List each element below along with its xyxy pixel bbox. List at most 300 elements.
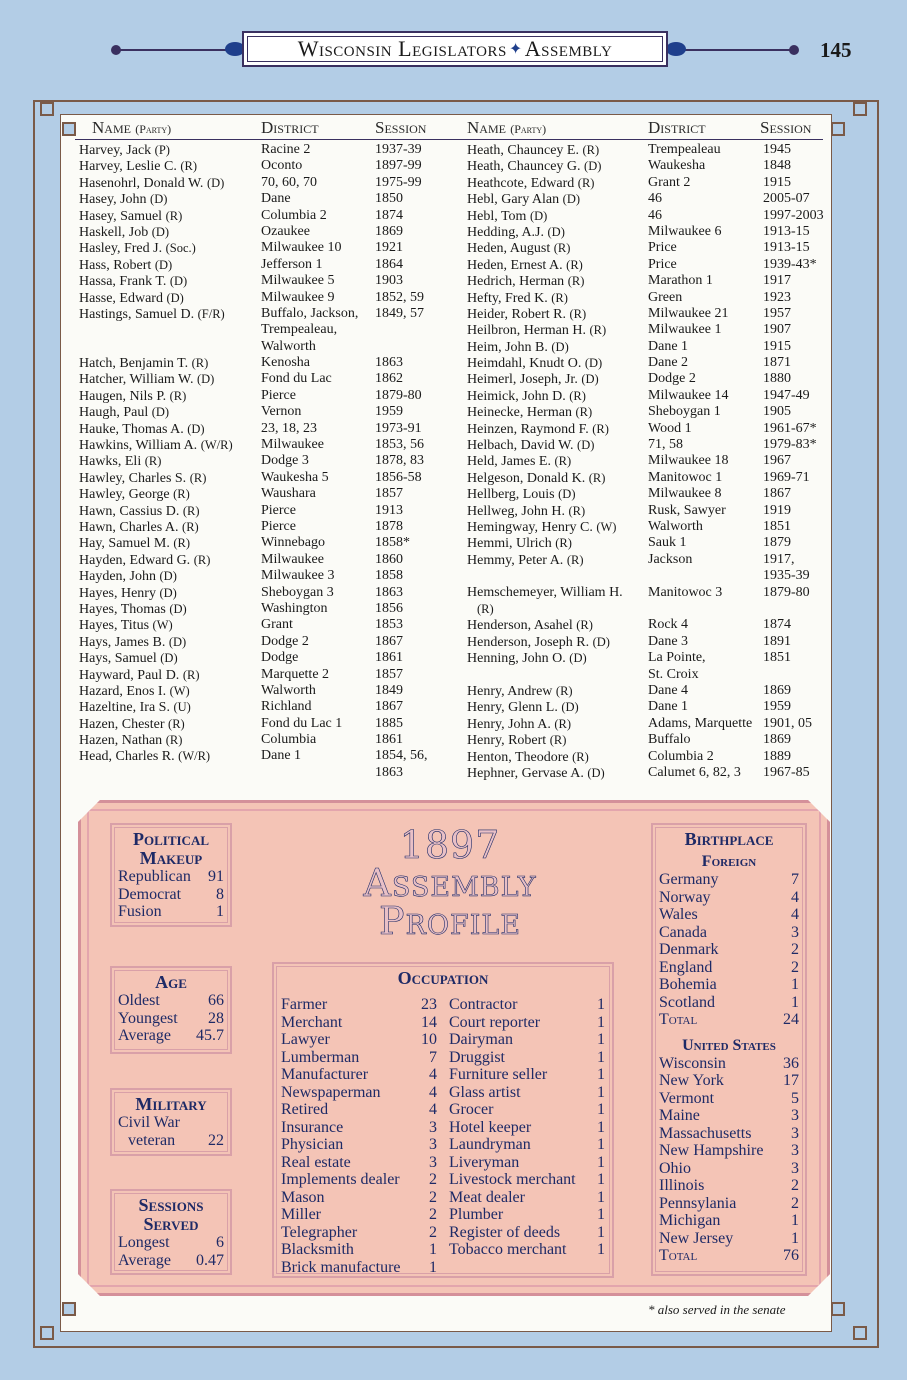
party-label: (R)	[182, 520, 199, 534]
district-cell	[648, 306, 760, 322]
district-value: Pierce	[261, 387, 296, 403]
session-value: 1969-71	[763, 469, 810, 485]
district-value: Adams, Marquette	[648, 715, 753, 731]
district-value: Manitowoc 3	[648, 584, 723, 600]
session-value: 1959	[763, 699, 791, 715]
district-cell	[648, 453, 760, 469]
district-value: Milwaukee 18	[648, 453, 729, 469]
legislator-name-cell	[79, 371, 259, 387]
party-label: (R)	[173, 487, 190, 502]
district-cell	[261, 585, 373, 601]
party-label: (D)	[206, 175, 225, 190]
foreign-total-value: 24	[783, 1011, 799, 1028]
occupation-label: Brick manufacture	[281, 1258, 401, 1276]
session-value: 1869	[763, 732, 791, 748]
district-cell	[648, 683, 760, 699]
foreign-birthplace-label: Denmark	[659, 941, 719, 958]
us-birthplace-value: 3	[791, 1107, 799, 1124]
session-value: 1913-15	[763, 223, 810, 239]
legislator-name-cell	[79, 224, 259, 240]
district-value: Columbia	[261, 732, 317, 748]
us-subtitle: United States	[682, 1036, 776, 1054]
district-cell	[261, 667, 373, 683]
col-header-session-right: Session	[760, 118, 812, 137]
legislator-name: Hayward, Paul D.	[79, 667, 180, 683]
session-cell	[763, 142, 829, 158]
military-box	[110, 1088, 232, 1156]
district-value: Dane 1	[261, 748, 302, 764]
occupation-label: Manufacturer	[281, 1066, 369, 1083]
session-value: 1856-58	[375, 469, 422, 485]
session-cell	[763, 765, 829, 781]
legislator-name: Hebl, Tom	[467, 208, 527, 224]
legislator-name-cell	[79, 306, 259, 355]
legislator-name: Hayes, Thomas	[79, 601, 166, 617]
legislator-name: Hayden, John	[79, 569, 156, 585]
legislator-name: Heinzen, Raymond F.	[467, 421, 589, 437]
district-cell	[648, 552, 760, 585]
district-cell	[648, 634, 760, 650]
col-header-party: (Party)	[510, 122, 547, 136]
party-label: (R)	[569, 306, 587, 321]
occupation-value: 1	[597, 1206, 605, 1223]
us-birthplace-label: Ohio	[659, 1159, 691, 1177]
legislator-name: Hays, Samuel	[79, 651, 157, 667]
session-cell	[763, 437, 829, 453]
district-cell	[261, 732, 373, 748]
sessions-label: Average	[118, 1251, 171, 1269]
sessions-label: Longest	[118, 1234, 170, 1251]
session-value: 1867	[375, 633, 403, 649]
district-value: Grant 2	[648, 174, 691, 190]
district-cell	[261, 486, 373, 502]
foreign-birthplace-value: 4	[791, 888, 799, 906]
occupation-label: Lawyer	[281, 1031, 330, 1048]
district-value: Dane 1	[648, 338, 689, 354]
header-separator-icon: ✦	[508, 41, 523, 58]
legislator-name-cell	[79, 142, 259, 158]
party-label: (R)	[549, 733, 567, 748]
legislator-name-cell	[467, 650, 647, 683]
session-value: 1903	[375, 273, 403, 289]
session-cell	[375, 404, 463, 420]
legislator-name-cell	[467, 585, 647, 618]
occupation-row	[449, 1224, 605, 1242]
legislator-name-cell	[79, 667, 259, 683]
foreign-total-label: Total	[659, 1011, 698, 1028]
district-cell	[261, 191, 373, 207]
session-cell	[375, 617, 463, 633]
legislator-name-cell	[467, 683, 647, 699]
legislator-name: Harvey, Jack	[79, 143, 152, 158]
party-label: (D)	[547, 224, 565, 239]
occupation-label: Contractor	[449, 996, 518, 1013]
party-label: (R)	[555, 536, 572, 551]
frame-corner-ornament	[40, 102, 54, 116]
session-cell	[763, 503, 829, 519]
district-cell	[261, 617, 373, 633]
session-value: 1879-80	[375, 387, 422, 403]
district-value: Sauk 1	[648, 535, 687, 551]
legislator-name-cell	[467, 634, 647, 650]
legislator-name-cell	[79, 158, 259, 174]
district-value: Kenosha	[261, 355, 310, 371]
session-cell	[375, 421, 463, 437]
us-birthplace-value: 1	[791, 1212, 799, 1229]
age-box	[110, 966, 232, 1054]
sessions-served-box	[110, 1189, 232, 1275]
legislator-name-cell	[467, 322, 647, 338]
legislator-name: Hass, Robert	[79, 257, 152, 273]
district-cell	[261, 224, 373, 240]
district-cell	[261, 388, 373, 404]
session-cell	[375, 552, 463, 568]
legislator-name-cell	[79, 175, 259, 191]
district-cell	[648, 486, 760, 502]
session-cell	[375, 355, 463, 371]
session-cell	[375, 453, 463, 469]
occupation-label: Register of deeds	[449, 1223, 561, 1241]
legislator-name: Hemmi, Ulrich	[467, 536, 552, 552]
district-value: Dodge 2	[648, 371, 696, 387]
occupation-row	[449, 1049, 605, 1067]
district-cell	[648, 208, 760, 224]
legislator-names-right	[467, 142, 647, 781]
district-value: Milwaukee 5	[261, 273, 335, 289]
legislator-name: Heimdahl, Knudt O.	[467, 356, 582, 372]
session-value: 1897-99	[375, 158, 422, 174]
sessions-title-1: Sessions	[138, 1195, 204, 1215]
district-value: St. Croix	[648, 666, 699, 682]
session-cell	[375, 667, 463, 683]
session-value: 1869	[763, 682, 791, 698]
us-birthplace-row	[659, 1230, 799, 1248]
session-cell	[375, 634, 463, 650]
district-value: Jackson	[648, 551, 693, 567]
party-label: (D)	[169, 601, 187, 616]
legislator-name: Haskell, Job	[79, 224, 149, 240]
foreign-birthplace-value: 3	[791, 923, 799, 941]
military-title: Military	[135, 1094, 207, 1114]
frame-corner-ornament	[853, 1326, 867, 1340]
session-value: 1857	[375, 486, 403, 502]
occupation-label: Hotel keeper	[449, 1118, 532, 1136]
session-value: 1945	[763, 142, 791, 157]
legislator-name-cell	[467, 470, 647, 486]
district-cell	[648, 273, 760, 289]
session-value: 1853, 56	[375, 437, 424, 453]
legislator-name: Hasey, Samuel	[79, 208, 163, 224]
party-label: (D)	[592, 634, 610, 649]
session-value: 1849	[375, 682, 403, 698]
us-birthplace-row	[659, 1090, 799, 1108]
profile-title	[300, 823, 600, 943]
session-cell	[763, 716, 829, 732]
us-birthplace-value: 3	[791, 1124, 799, 1142]
foreign-birthplace-row	[659, 959, 799, 977]
occupation-label: Furniture seller	[449, 1066, 548, 1083]
occupation-label: Physician	[281, 1136, 344, 1153]
district-cell	[261, 650, 373, 666]
occupation-row	[281, 1189, 437, 1207]
district-value: Milwaukee 1	[648, 322, 722, 338]
legislator-name-cell	[79, 388, 259, 404]
legislator-name-cell	[467, 535, 647, 551]
occupation-label: Grocer	[449, 1101, 494, 1118]
col-header-party: (Party)	[135, 122, 172, 136]
occupation-row	[281, 1119, 437, 1137]
occupation-label: Farmer	[281, 996, 328, 1013]
session-cell	[375, 683, 463, 699]
occupation-box	[272, 962, 614, 1278]
sessions-row	[118, 1234, 224, 1252]
legislator-name: Hastings, Samuel D.	[79, 306, 195, 322]
party-label: (R)	[568, 503, 586, 518]
district-value: Columbia 2	[261, 207, 327, 223]
political-value: 8	[216, 885, 224, 903]
party-label: (R)	[566, 552, 584, 567]
district-cell	[261, 601, 373, 617]
occupation-value: 1	[597, 1013, 605, 1031]
occupation-value: 7	[429, 1048, 437, 1066]
session-cell	[375, 470, 463, 486]
legislator-name: Head, Charles R.	[79, 749, 175, 765]
party-label: (W)	[152, 618, 173, 633]
district-cell	[648, 732, 760, 748]
foreign-birthplace-value: 1	[791, 976, 799, 993]
party-label: (R)	[173, 536, 191, 551]
foreign-birthplace-value: 4	[791, 906, 799, 923]
district-cell	[261, 306, 373, 355]
session-cell	[375, 503, 463, 519]
legislator-name-cell	[467, 224, 647, 240]
political-row	[118, 903, 224, 921]
occupation-value: 1	[597, 1048, 605, 1066]
session-cell	[375, 208, 463, 224]
session-value: 1863	[375, 764, 403, 780]
political-title-2: Makeup	[139, 848, 203, 868]
session-cell	[375, 699, 463, 715]
party-label: (R)	[144, 454, 162, 469]
district-cell	[648, 290, 760, 306]
political-title-1: Political	[132, 829, 209, 849]
military-line1: Civil War	[118, 1114, 180, 1131]
legislator-name-cell	[467, 453, 647, 469]
legislator-name: Henry, Robert	[467, 733, 547, 749]
district-cell	[648, 765, 760, 781]
session-value: 1869	[375, 223, 403, 239]
district-value: Fond du Lac	[261, 371, 332, 387]
us-birthplace-row	[659, 1195, 799, 1213]
us-total-label: Total	[659, 1247, 698, 1264]
session-value: 1851	[763, 650, 791, 666]
session-value: 1867	[375, 699, 403, 715]
district-value: Trempealeau,	[261, 322, 338, 338]
occupation-label: Lumberman	[281, 1048, 360, 1066]
session-cell	[763, 339, 829, 355]
district-cell	[261, 568, 373, 584]
occupation-row	[449, 1241, 605, 1259]
district-value: Rock 4	[648, 617, 689, 633]
legislator-name-cell	[467, 519, 647, 535]
district-value: Milwaukee 21	[648, 305, 729, 321]
legislator-name-cell	[79, 732, 259, 748]
session-value: 1880	[763, 371, 791, 387]
district-value: Columbia 2	[648, 748, 714, 764]
session-value: 1915	[763, 338, 791, 354]
occupation-value: 1	[597, 1241, 605, 1258]
district-value: Richland	[261, 699, 312, 715]
session-value: 1863	[375, 584, 403, 600]
us-birthplace-label: New Jersey	[659, 1229, 734, 1247]
district-cell	[261, 404, 373, 420]
legislator-name: Hawn, Charles A.	[79, 520, 179, 535]
party-label: (D)	[168, 634, 187, 649]
session-cell	[763, 634, 829, 650]
district-cell	[648, 224, 760, 240]
district-cell	[261, 503, 373, 519]
us-birthplace-row	[659, 1160, 799, 1178]
district-cell	[648, 371, 760, 387]
us-birthplace-value: 2	[791, 1194, 799, 1212]
party-label: (D)	[581, 372, 599, 387]
district-cell	[648, 322, 760, 338]
district-value: Dane	[261, 191, 291, 207]
session-cell	[375, 306, 463, 355]
district-cell	[648, 749, 760, 765]
district-value: Calumet 6, 82, 3	[648, 764, 741, 780]
party-label: (R)	[165, 208, 183, 223]
legislator-name-cell	[467, 486, 647, 502]
district-value: Racine 2	[261, 142, 311, 157]
occupation-value: 14	[421, 1013, 437, 1031]
us-birthplace-label: Wisconsin	[659, 1054, 726, 1072]
legislator-name: Henderson, Asahel	[467, 618, 573, 634]
session-cell	[763, 306, 829, 322]
session-value: 1874	[763, 617, 791, 633]
legislator-name-cell	[79, 421, 259, 437]
occupation-value: 2	[429, 1188, 437, 1206]
session-value: 1874	[375, 207, 403, 223]
political-makeup-box	[110, 823, 232, 927]
session-cell	[763, 388, 829, 404]
party-label: (D)	[166, 290, 184, 305]
district-value: Milwaukee 8	[648, 486, 722, 502]
legislator-name: Henton, Theodore	[467, 749, 569, 765]
session-value: 1975-99	[375, 174, 422, 190]
party-label: (D)	[151, 405, 170, 420]
district-cell	[261, 519, 373, 535]
header-dot-right	[789, 45, 799, 55]
legislator-name-cell	[79, 191, 259, 207]
profile-title-line2: Assembly	[363, 861, 537, 905]
district-cell	[648, 716, 760, 732]
session-cell	[763, 650, 829, 683]
legislator-name-cell	[467, 355, 647, 371]
occupation-value: 2	[429, 1171, 437, 1188]
legislator-name: Heath, Chauncey G.	[467, 159, 581, 175]
occupation-value: 1	[597, 996, 605, 1013]
legislator-name-cell	[467, 617, 647, 633]
district-value: Waushara	[261, 486, 316, 502]
district-cell	[261, 699, 373, 715]
party-label: (R)	[554, 716, 572, 731]
legislator-name-cell	[79, 716, 259, 732]
session-cell	[763, 699, 829, 715]
session-cell	[375, 601, 463, 617]
legislator-name-cell	[79, 470, 259, 486]
legislator-name: Heilbron, Herman H.	[467, 323, 586, 339]
age-row	[118, 992, 224, 1010]
legislator-name-cell	[467, 765, 647, 781]
foreign-birthplace-label: Germany	[659, 871, 719, 888]
session-value: 1871	[763, 355, 791, 371]
foreign-birthplace-value: 1	[791, 993, 799, 1011]
session-value: 1878	[375, 519, 403, 534]
party-label: (D)	[529, 208, 548, 223]
district-value: Marathon 1	[648, 273, 713, 289]
occupation-value: 1	[597, 1083, 605, 1101]
district-cell	[648, 339, 760, 355]
age-label: Youngest	[118, 1009, 178, 1027]
party-label: (D)	[150, 192, 168, 207]
district-value: Oconto	[261, 158, 303, 174]
occupation-value: 4	[429, 1101, 437, 1118]
session-value: 2005-07	[763, 191, 810, 207]
political-row	[118, 886, 224, 904]
legislator-name-cell	[79, 650, 259, 666]
sessions-row	[118, 1252, 224, 1270]
occupation-row	[281, 1171, 437, 1189]
district-value: Ozaukee	[261, 223, 310, 239]
occupation-value: 1	[597, 1101, 605, 1118]
occupation-value: 23	[421, 996, 437, 1013]
legislator-name: Hazen, Nathan	[79, 733, 163, 749]
district-value: Waukesha 5	[261, 469, 329, 485]
legislator-name-cell	[79, 437, 259, 453]
district-value: Sheboygan 3	[261, 584, 334, 600]
party-label: (W/R)	[178, 749, 211, 764]
district-cell	[261, 683, 373, 699]
district-value: Buffalo	[648, 732, 691, 748]
session-value: 1901, 05	[763, 715, 812, 731]
session-cell	[763, 158, 829, 174]
occupation-label: Blacksmith	[281, 1241, 354, 1258]
session-cell	[375, 519, 463, 535]
district-value: Dane 1	[648, 699, 689, 715]
district-cell	[648, 421, 760, 437]
age-label: Oldest	[118, 992, 160, 1009]
session-value: 1858*	[375, 535, 410, 551]
party-label: (P)	[154, 143, 170, 157]
legislator-name-cell	[79, 404, 259, 420]
occupation-row	[281, 1206, 437, 1224]
district-value: Milwaukee 9	[261, 289, 335, 305]
legislator-name-cell	[79, 503, 259, 519]
session-cell	[763, 371, 829, 387]
district-cell	[648, 535, 760, 551]
district-cell	[261, 421, 373, 437]
us-birthplace-value: 17	[783, 1072, 799, 1089]
session-value: 1939-43*	[763, 256, 817, 272]
occupation-label: Miller	[281, 1206, 321, 1223]
district-value: Price	[648, 240, 677, 256]
session-cell	[375, 716, 463, 732]
district-cell	[261, 208, 373, 224]
party-label: (D)	[551, 339, 569, 354]
session-cell	[763, 224, 829, 240]
legislator-districts-left	[261, 142, 373, 781]
